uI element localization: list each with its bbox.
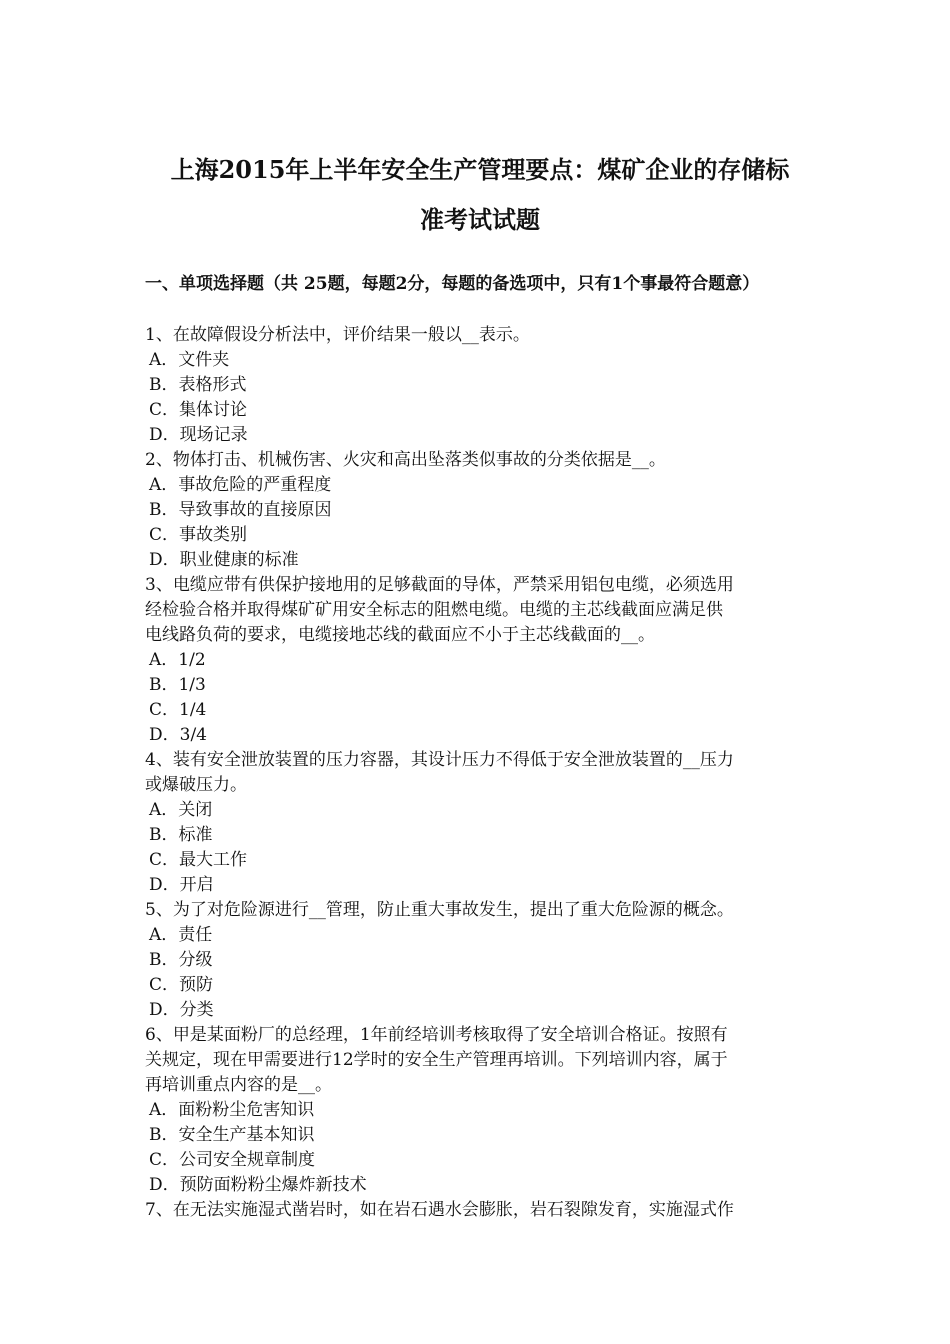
question-stem-line: 关规定，现在甲需要进行12学时的安全生产管理再培训。下列培训内容，属于 bbox=[145, 1050, 728, 1070]
question-7 bbox=[145, 1198, 815, 1223]
answer-option: A．责任 bbox=[149, 925, 213, 945]
question-2 bbox=[145, 448, 815, 573]
answer-option: C．预防 bbox=[149, 975, 214, 995]
answer-option: D．职业健康的标准 bbox=[149, 550, 299, 570]
answer-option: C．1/4 bbox=[149, 700, 207, 720]
question-stem-line: 或爆破压力。 bbox=[145, 775, 247, 795]
question-6 bbox=[145, 1023, 815, 1198]
answer-option: C．最大工作 bbox=[149, 850, 248, 870]
answer-option: A．文件夹 bbox=[149, 350, 230, 370]
question-list bbox=[145, 323, 815, 1223]
answer-option: B．表格形式 bbox=[149, 375, 247, 395]
question-stem-line: 5、为了对危险源进行__管理，防止重大事故发生，提出了重大危险源的概念。 bbox=[145, 900, 734, 920]
answer-option: D．3/4 bbox=[149, 725, 207, 745]
question-stem-line: 再培训重点内容的是__。 bbox=[145, 1075, 332, 1095]
answer-option: B．导致事故的直接原因 bbox=[149, 500, 332, 520]
answer-option: A．面粉粉尘危害知识 bbox=[149, 1100, 315, 1120]
question-stem-line: 2、物体打击、机械伤害、火灾和高出坠落类似事故的分类依据是__。 bbox=[145, 450, 666, 470]
question-5 bbox=[145, 898, 815, 1023]
answer-option: B．1/3 bbox=[149, 675, 206, 695]
question-1 bbox=[145, 323, 815, 448]
question-stem-line: 6、甲是某面粉厂的总经理，1年前经培训考核取得了安全培训合格证。按照有 bbox=[145, 1025, 728, 1045]
answer-option: A．事故危险的严重程度 bbox=[149, 475, 332, 495]
answer-option: D．分类 bbox=[149, 1000, 214, 1020]
answer-option: C．集体讨论 bbox=[149, 400, 248, 420]
answer-option: B．安全生产基本知识 bbox=[149, 1125, 315, 1145]
question-stem-line: 7、在无法实施湿式凿岩时，如在岩石遇水会膨胀，岩石裂隙发育，实施湿式作 bbox=[145, 1200, 734, 1220]
section-heading: 一、单项选择题（共 25题，每题2分，每题的备选项中，只有1个事最符合题意） bbox=[145, 274, 760, 294]
document-title-line-1: 上海2015年上半年安全生产管理要点：煤矿企业的存储标 bbox=[170, 155, 790, 184]
answer-option: A．1/2 bbox=[149, 650, 206, 670]
answer-option: A．关闭 bbox=[149, 800, 213, 820]
answer-option: B．标准 bbox=[149, 825, 213, 845]
question-stem-line: 4、装有安全泄放装置的压力容器，其设计压力不得低于安全泄放装置的__压力 bbox=[145, 750, 734, 770]
answer-option: C．事故类别 bbox=[149, 525, 248, 545]
question-stem-line: 3、电缆应带有供保护接地用的足够截面的导体，严禁采用铝包电缆，必须选用 bbox=[145, 575, 734, 595]
question-stem-line: 1、在故障假设分析法中，评价结果一般以__表示。 bbox=[145, 325, 530, 345]
question-stem-line: 经检验合格并取得煤矿矿用安全标志的阻燃电缆。电缆的主芯线截面应满足供 bbox=[145, 600, 723, 620]
answer-option: D．现场记录 bbox=[149, 425, 248, 445]
question-4 bbox=[145, 748, 815, 898]
document-title-line-2: 准考试试题 bbox=[420, 205, 540, 234]
answer-option: D．开启 bbox=[149, 875, 214, 895]
answer-option: D．预防面粉粉尘爆炸新技术 bbox=[149, 1175, 367, 1195]
answer-option: B．分级 bbox=[149, 950, 213, 970]
question-stem-line: 电线路负荷的要求，电缆接地芯线的截面应不小于主芯线截面的__。 bbox=[145, 625, 655, 645]
answer-option: C．公司安全规章制度 bbox=[149, 1150, 316, 1170]
question-3 bbox=[145, 573, 815, 748]
